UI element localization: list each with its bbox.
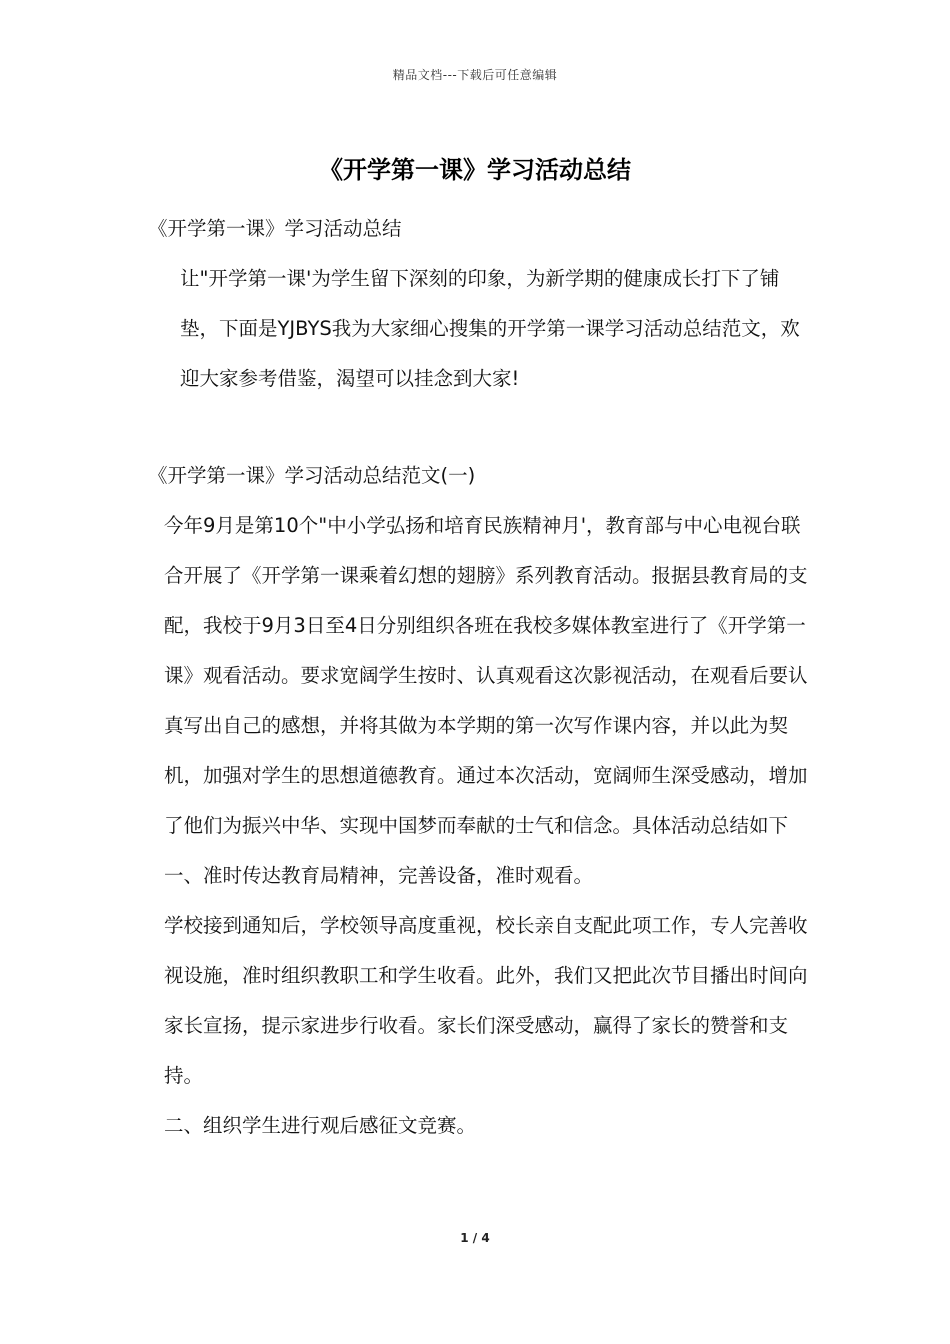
section-title: 《开学第一课》学习活动总结范文(一) [148, 464, 476, 487]
paragraph-2: 学校接到通知后，学校领导高度重视，校长亲自支配此项工作，专人完善收视设施，准时组织教职工和学生收看。此外，我们又把此次节目播出时间向家长宣扬，提示家进步行收看。家长们深受感动，赢得了家长的赞誉和支持。 [164, 914, 808, 1087]
heading-1: 一、准时传达教育局精神，完善设备，准时观看。 [164, 864, 594, 887]
intro-block [144, 204, 814, 404]
document-title: 《开学第一课》学习活动总结 [319, 156, 631, 184]
paragraph-1: 今年9月是第10个"中小学弘扬和培育民族精神月'，教育部与中心电视台联合开展了《开学第一课乘着幻想的翅膀》系列教育活动。报据县教育局的支配，我校于9月3日至4日分别组织各班在我校多媒体教室进行了《开学第一课》观看活动。要求宽阔学生按时、认真观看这次影视活动，在观看后要认真写出自己的感想，并将其做为本学期的第一次写作课内容，并以此为契机，加强对学生的思想道德教育。通过本次活动，宽阔师生深受感动，增加了他们为振兴中华、实现中国梦而奉献的士气和信念。具体活动总结如下 [164, 514, 808, 837]
summary-section [144, 451, 814, 1151]
page-header-note: 精品文档---下载后可任意编辑 [392, 68, 558, 82]
subtitle-line: 《开学第一课》学习活动总结 [148, 217, 402, 240]
page-number: 1 / 4 [460, 1231, 490, 1245]
heading-2: 二、组织学生进行观后感征文竞赛。 [164, 1114, 477, 1137]
intro-paragraph: 让"开学第一课'为学生留下深刻的印象，为新学期的健康成长打下了铺垫，下面是YJBYS我为大家细心搜集的开学第一课学习活动总结范文，欢迎大家参考借鉴，渴望可以挂念到大家! [180, 267, 800, 390]
